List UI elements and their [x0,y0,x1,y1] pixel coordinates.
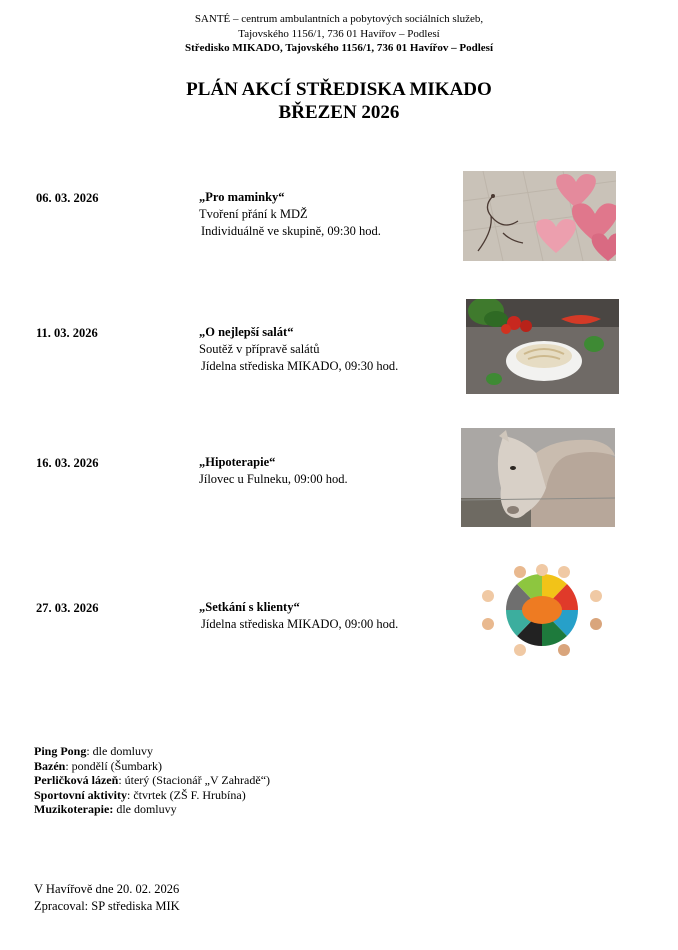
activity-label: Bazén [34,758,66,773]
author: Zpracoval: SP střediska MIK [34,899,180,913]
event-line: Soutěž v přípravě salátů [199,342,320,356]
event-date: 11. 03. 2026 [36,326,98,340]
place-date: V Havířově dne 20. 02. 2026 [34,882,180,896]
activity-label: Sportovní aktivity [34,787,128,802]
activity-value: : úterý (Stacionář „V Zahradě“) [118,773,271,788]
activity-item [34,759,270,774]
activity-value: : pondělí (Šumbark) [65,758,162,773]
signature-block [34,881,180,915]
activity-value: dle domluvy [113,802,177,817]
event-name: „Hipoterapie“ [199,455,276,469]
event-line: Jídelna střediska MIKADO, 09:00 hod. [201,617,399,631]
header-line-3: Středisko MIKADO, Tajovského 1156/1, 736 01 Havířov – Podlesí [184,42,494,54]
activity-label: Perličková lázeň [34,773,119,788]
event-details [199,189,381,240]
event-details [199,324,398,375]
organization-header [0,12,678,56]
activity-item [34,773,270,788]
event-details [199,599,398,633]
regular-activities [34,744,270,817]
event-line: Individuálně ve skupině, 09:30 hod. [201,224,381,238]
header-line-1: SANTÉ – centrum ambulantních a pobytových sociálních služeb, [194,13,484,25]
horse-image [461,428,615,527]
event-name: „Setkání s klienty“ [199,600,300,614]
event-date: 06. 03. 2026 [36,191,99,205]
page-title [0,78,678,124]
title-line-1: PLÁN AKCÍ STŘEDISKA MIKADO [186,79,492,100]
event-date: 16. 03. 2026 [36,456,99,470]
activity-value: : dle domluvy [86,744,154,758]
event-name: „Pro maminky“ [199,190,285,204]
event-line: Tvoření přání k MDŽ [199,207,308,221]
event-details [199,454,348,488]
event-date: 27. 03. 2026 [36,601,99,615]
people-circle-image [478,562,606,658]
activity-value: : čtvrtek (ZŠ F. Hrubína) [127,787,246,802]
header-line-2: Tajovského 1156/1, 736 01 Havířov – Podlesí [238,27,440,40]
activity-label: Ping Pong [34,744,87,758]
event-line: Jídelna střediska MIKADO, 09:30 hod. [201,359,399,373]
activity-item [34,802,270,817]
event-name: „O nejlepší salát“ [199,325,294,339]
event-line: Jílovec u Fulneku, 09:00 hod. [199,472,348,486]
activity-label: Muzikoterapie: [34,802,114,817]
title-line-2: BŘEZEN 2026 [278,102,400,123]
salad-image [466,299,619,394]
paper-hearts-image [463,171,616,261]
activity-item [34,744,270,759]
activity-item [34,788,270,803]
